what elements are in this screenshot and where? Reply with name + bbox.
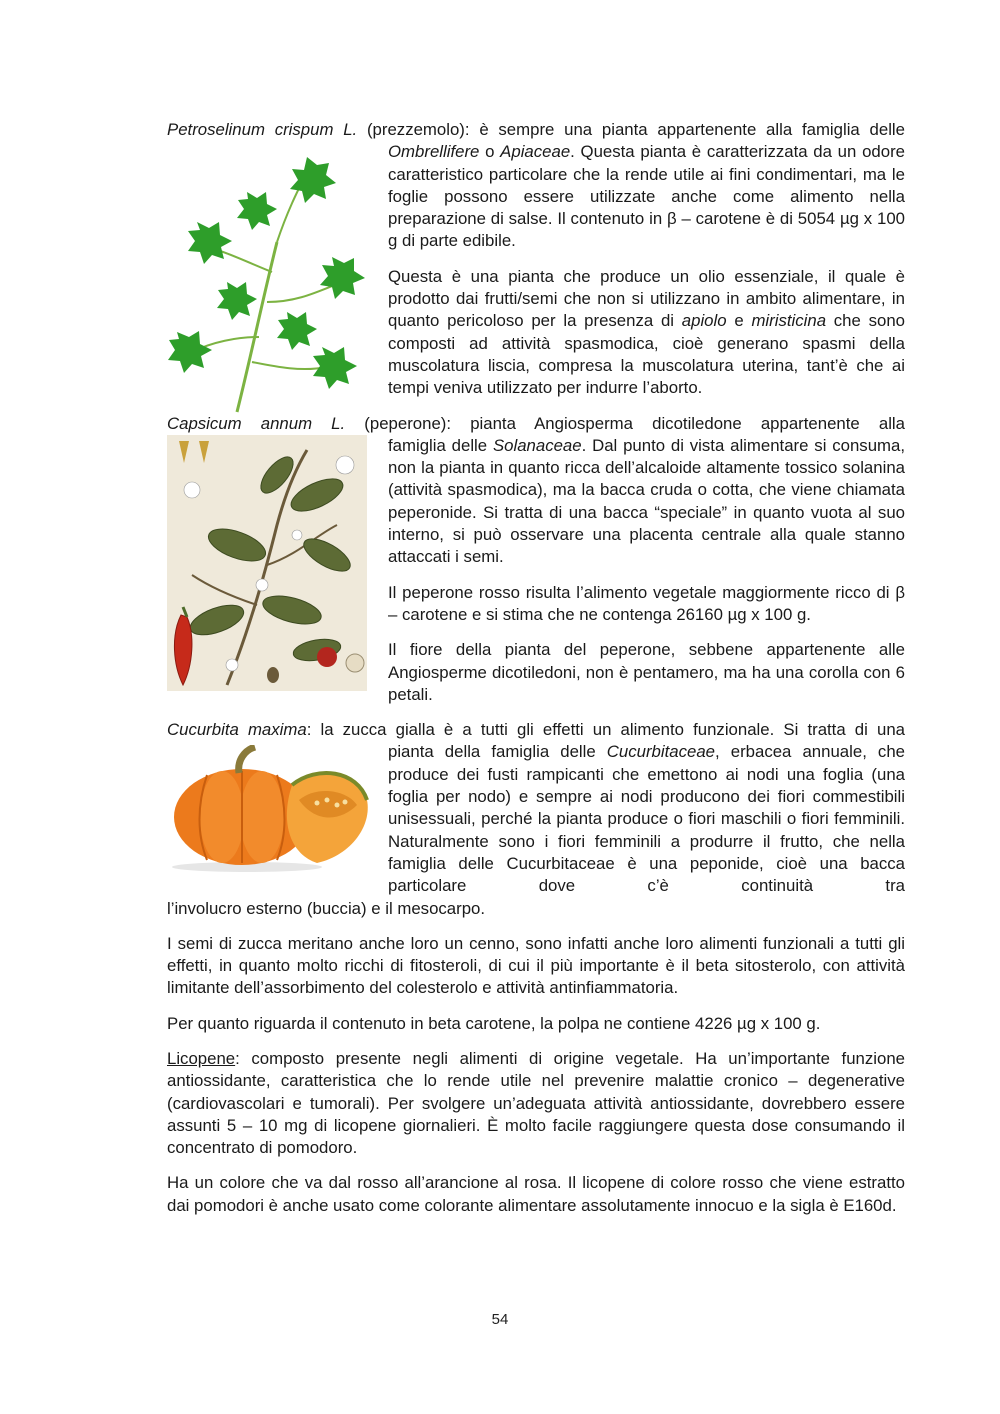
text: . Dal punto di vista alimentare si consuma, non la pianta in quanto ricca dell’alcaloide altamente tossico solanina (attività spasmodica), ma la bacca cruda o cotta, che viene chiamata peperonide. Si tratta di una bacca “speciale” in quanto vuota al suo interno, si può osservare una placenta centrale alla quale stanno attaccati i semi. [388,435,905,567]
text: pianta della famiglia delle [388,742,607,762]
parsley-lead-text: (prezzemolo): è sempre una pianta appartenente alla famiglia delle [357,120,905,139]
pepper-paragraph-2: Il peperone rosso risulta l’alimento vegetale maggiormente ricco di β – carotene e si stima che ne contenga 26160 µg x 100 g. [388,582,905,624]
parsley-image [167,152,372,414]
pumpkin-image [167,745,372,873]
parsley-lead [167,119,905,141]
text: e [726,311,752,331]
text: famiglia delle [388,435,493,455]
parsley-section [167,119,905,400]
page-content [167,119,905,1217]
text: : composto presente negli alimenti di origine vegetale. Ha un’importante funzione antiossidante, caratteristica che lo rende utile nel prevenire malattie cronico – degenerative (cardiovascolari e tumorali). Per svolgere un’adeguata attività antiossidante, dovrebbero essere assunti 5 – 10 mg di licopene giornalieri. È molto facile raggiungere questa dose consumando il concentrato di pomodoro. [167,1048,905,1158]
pepper-lead [167,413,905,435]
text-italic: Solanaceae [492,435,582,455]
pumpkin-section [167,719,905,1035]
text: . Questa pianta è caratterizzata da un odore caratteristico particolare che la rende utile ai fini condimentari, ma le foglie possono essere utilizzate anche come alimento nella preparazione di salse. Il contenuto in β – carotene è di 5054 µg x 100 g di parte edibile. [388,142,905,251]
text-italic: Cucurbitaceae [606,742,715,762]
pumpkin-latin-name: Cucurbita maxima [167,720,307,740]
pepper-botanical-image [167,435,367,691]
text: che sono composti ad attività spasmodica, cioè generano spasmi della muscolatura liscia, compresa la muscolatura uterina, tant’è che ai tempi veniva utilizzato per indurre l’aborto. [388,311,905,398]
pumpkin-paragraph-2: I semi di zucca meritano anche loro un cenno, sono infatti anche loro alimenti funzionali a tutti gli effetti, in quanto molto ricchi di fitosteroli, di cui il più importante è il beta sitosterolo, con attività limitante dell’assorbimento del colesterolo e attività antinfiammatoria. [167,933,905,998]
pepper-lead-text: (peperone): pianta Angiosperma dicotiledone appartenente alla [345,413,905,433]
pepper-latin-name: Capsicum annum L. [167,413,346,433]
lycopene-term: Licopene [167,1048,236,1068]
lycopene-paragraph-1 [167,1048,905,1159]
text: o [479,142,501,162]
text-italic: Ombrellifere [388,142,480,162]
lycopene-paragraph-2: Ha un colore che va dal rosso all’arancione al rosa. Il licopene di colore rosso che viene estratto dai pomodori è anche usato come colorante alimentare assolutamente innocuo e la sigla è E160d. [167,1173,905,1215]
pepper-section [167,413,905,707]
text-italic: apiolo [681,311,727,331]
pumpkin-lead [167,719,905,741]
pumpkin-paragraph-1-tail: l’involucro esterno (buccia) e il mesocarpo. [167,898,486,918]
pepper-paragraph-3: Il fiore della pianta del peperone, sebbene appartenente alle Angiosperme dicotiledoni, non è pentamero, ma ha una corolla con 6 petali. [388,640,905,704]
text: Questa è una pianta che produce un olio essenziale, il quale è prodotto dai frutti/semi che non si utilizzano in ambito alimentare, in quanto pericoloso per la presenza di [388,266,905,331]
text-italic: Apiaceae [500,142,571,162]
text-italic: miristicina [751,311,827,331]
text: , erbacea annuale, che produce dei fusti rampicanti che emettono ai nodi una foglia (una foglia per nodo) e sempre ai nodi producono dei fiori commestibili unisessuali, perché la pianta produce o fiori maschili o fiori femminili. Naturalmente sono i fiori femminili a produrre il frutto, che nella famiglia delle Cucurbitaceae è una peponide, cioè una bacca particolare dove c’è continuità tra [388,742,905,896]
lycopene-section [167,1048,905,1217]
pumpkin-paragraph-3: Per quanto riguarda il contenuto in beta carotene, la polpa ne contiene 4226 µg x 100 g. [167,1013,821,1033]
parsley-latin-name: Petroselinum crispum L. [167,120,358,139]
pumpkin-lead-text: : la zucca gialla è a tutti gli effetti un alimento funzionale. Si tratta di una [306,720,905,740]
page-number: 54 [491,1311,509,1328]
